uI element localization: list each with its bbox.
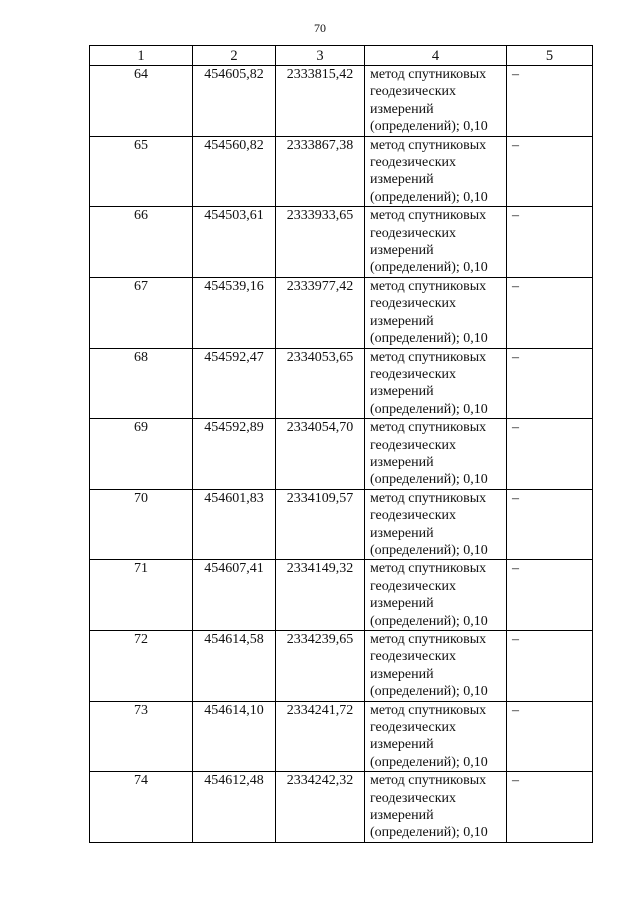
method-description: метод спутниковых геодезических измерений (определений); 0,10: [365, 419, 507, 490]
table-row: [90, 348, 593, 419]
coord-x: 454592,89: [193, 419, 276, 490]
coord-x: 454605,82: [193, 66, 276, 137]
table-row: [90, 772, 593, 843]
coord-x: 454539,16: [193, 277, 276, 348]
note-cell: –: [507, 348, 593, 419]
page-number: 70: [314, 21, 326, 35]
coord-x: 454601,83: [193, 489, 276, 560]
note-cell: –: [507, 419, 593, 490]
point-number: 67: [90, 277, 193, 348]
coord-y: 2333867,38: [276, 136, 365, 207]
point-number: 65: [90, 136, 193, 207]
note-cell: –: [507, 560, 593, 631]
table-row: [90, 136, 593, 207]
table-row: [90, 277, 593, 348]
coord-x: 454612,48: [193, 772, 276, 843]
method-description: метод спутниковых геодезических измерений (определений); 0,10: [365, 136, 507, 207]
point-number: 72: [90, 631, 193, 702]
coord-y: 2333815,42: [276, 66, 365, 137]
header-col-4: 4: [365, 46, 507, 66]
point-number: 71: [90, 560, 193, 631]
table-row: [90, 66, 593, 137]
coord-x: 454592,47: [193, 348, 276, 419]
point-number: 74: [90, 772, 193, 843]
coord-y: 2334054,70: [276, 419, 365, 490]
table-row: [90, 560, 593, 631]
note-cell: –: [507, 207, 593, 278]
method-description: метод спутниковых геодезических измерений (определений); 0,10: [365, 489, 507, 560]
method-description: метод спутниковых геодезических измерений (определений); 0,10: [365, 560, 507, 631]
table-row: [90, 419, 593, 490]
method-description: метод спутниковых геодезических измерений (определений); 0,10: [365, 348, 507, 419]
note-cell: –: [507, 277, 593, 348]
header-col-2: 2: [193, 46, 276, 66]
note-cell: –: [507, 66, 593, 137]
note-cell: –: [507, 489, 593, 560]
point-number: 66: [90, 207, 193, 278]
point-number: 68: [90, 348, 193, 419]
header-col-3: 3: [276, 46, 365, 66]
method-description: метод спутниковых геодезических измерений (определений); 0,10: [365, 277, 507, 348]
point-number: 73: [90, 701, 193, 772]
method-description: метод спутниковых геодезических измерений (определений); 0,10: [365, 631, 507, 702]
coord-x: 454560,82: [193, 136, 276, 207]
header-col-1: 1: [90, 46, 193, 66]
point-number: 69: [90, 419, 193, 490]
coord-x: 454503,61: [193, 207, 276, 278]
point-number: 70: [90, 489, 193, 560]
note-cell: –: [507, 701, 593, 772]
coord-y: 2334242,32: [276, 772, 365, 843]
coord-y: 2334149,32: [276, 560, 365, 631]
table-row: [90, 631, 593, 702]
table-row: [90, 489, 593, 560]
header-col-5: 5: [507, 46, 593, 66]
point-number: 64: [90, 66, 193, 137]
table-row: [90, 207, 593, 278]
method-description: метод спутниковых геодезических измерений (определений); 0,10: [365, 701, 507, 772]
coord-x: 454614,58: [193, 631, 276, 702]
coord-x: 454614,10: [193, 701, 276, 772]
coord-y: 2334053,65: [276, 348, 365, 419]
note-cell: –: [507, 631, 593, 702]
note-cell: –: [507, 772, 593, 843]
method-description: метод спутниковых геодезических измерений (определений); 0,10: [365, 66, 507, 137]
coord-y: 2334241,72: [276, 701, 365, 772]
note-cell: –: [507, 136, 593, 207]
coord-y: 2333977,42: [276, 277, 365, 348]
method-description: метод спутниковых геодезических измерений (определений); 0,10: [365, 207, 507, 278]
table-header-row: [90, 46, 593, 66]
table-row: [90, 701, 593, 772]
coordinates-table: [89, 45, 593, 843]
coord-y: 2333933,65: [276, 207, 365, 278]
coord-y: 2334109,57: [276, 489, 365, 560]
coord-y: 2334239,65: [276, 631, 365, 702]
method-description: метод спутниковых геодезических измерений (определений); 0,10: [365, 772, 507, 843]
coord-x: 454607,41: [193, 560, 276, 631]
